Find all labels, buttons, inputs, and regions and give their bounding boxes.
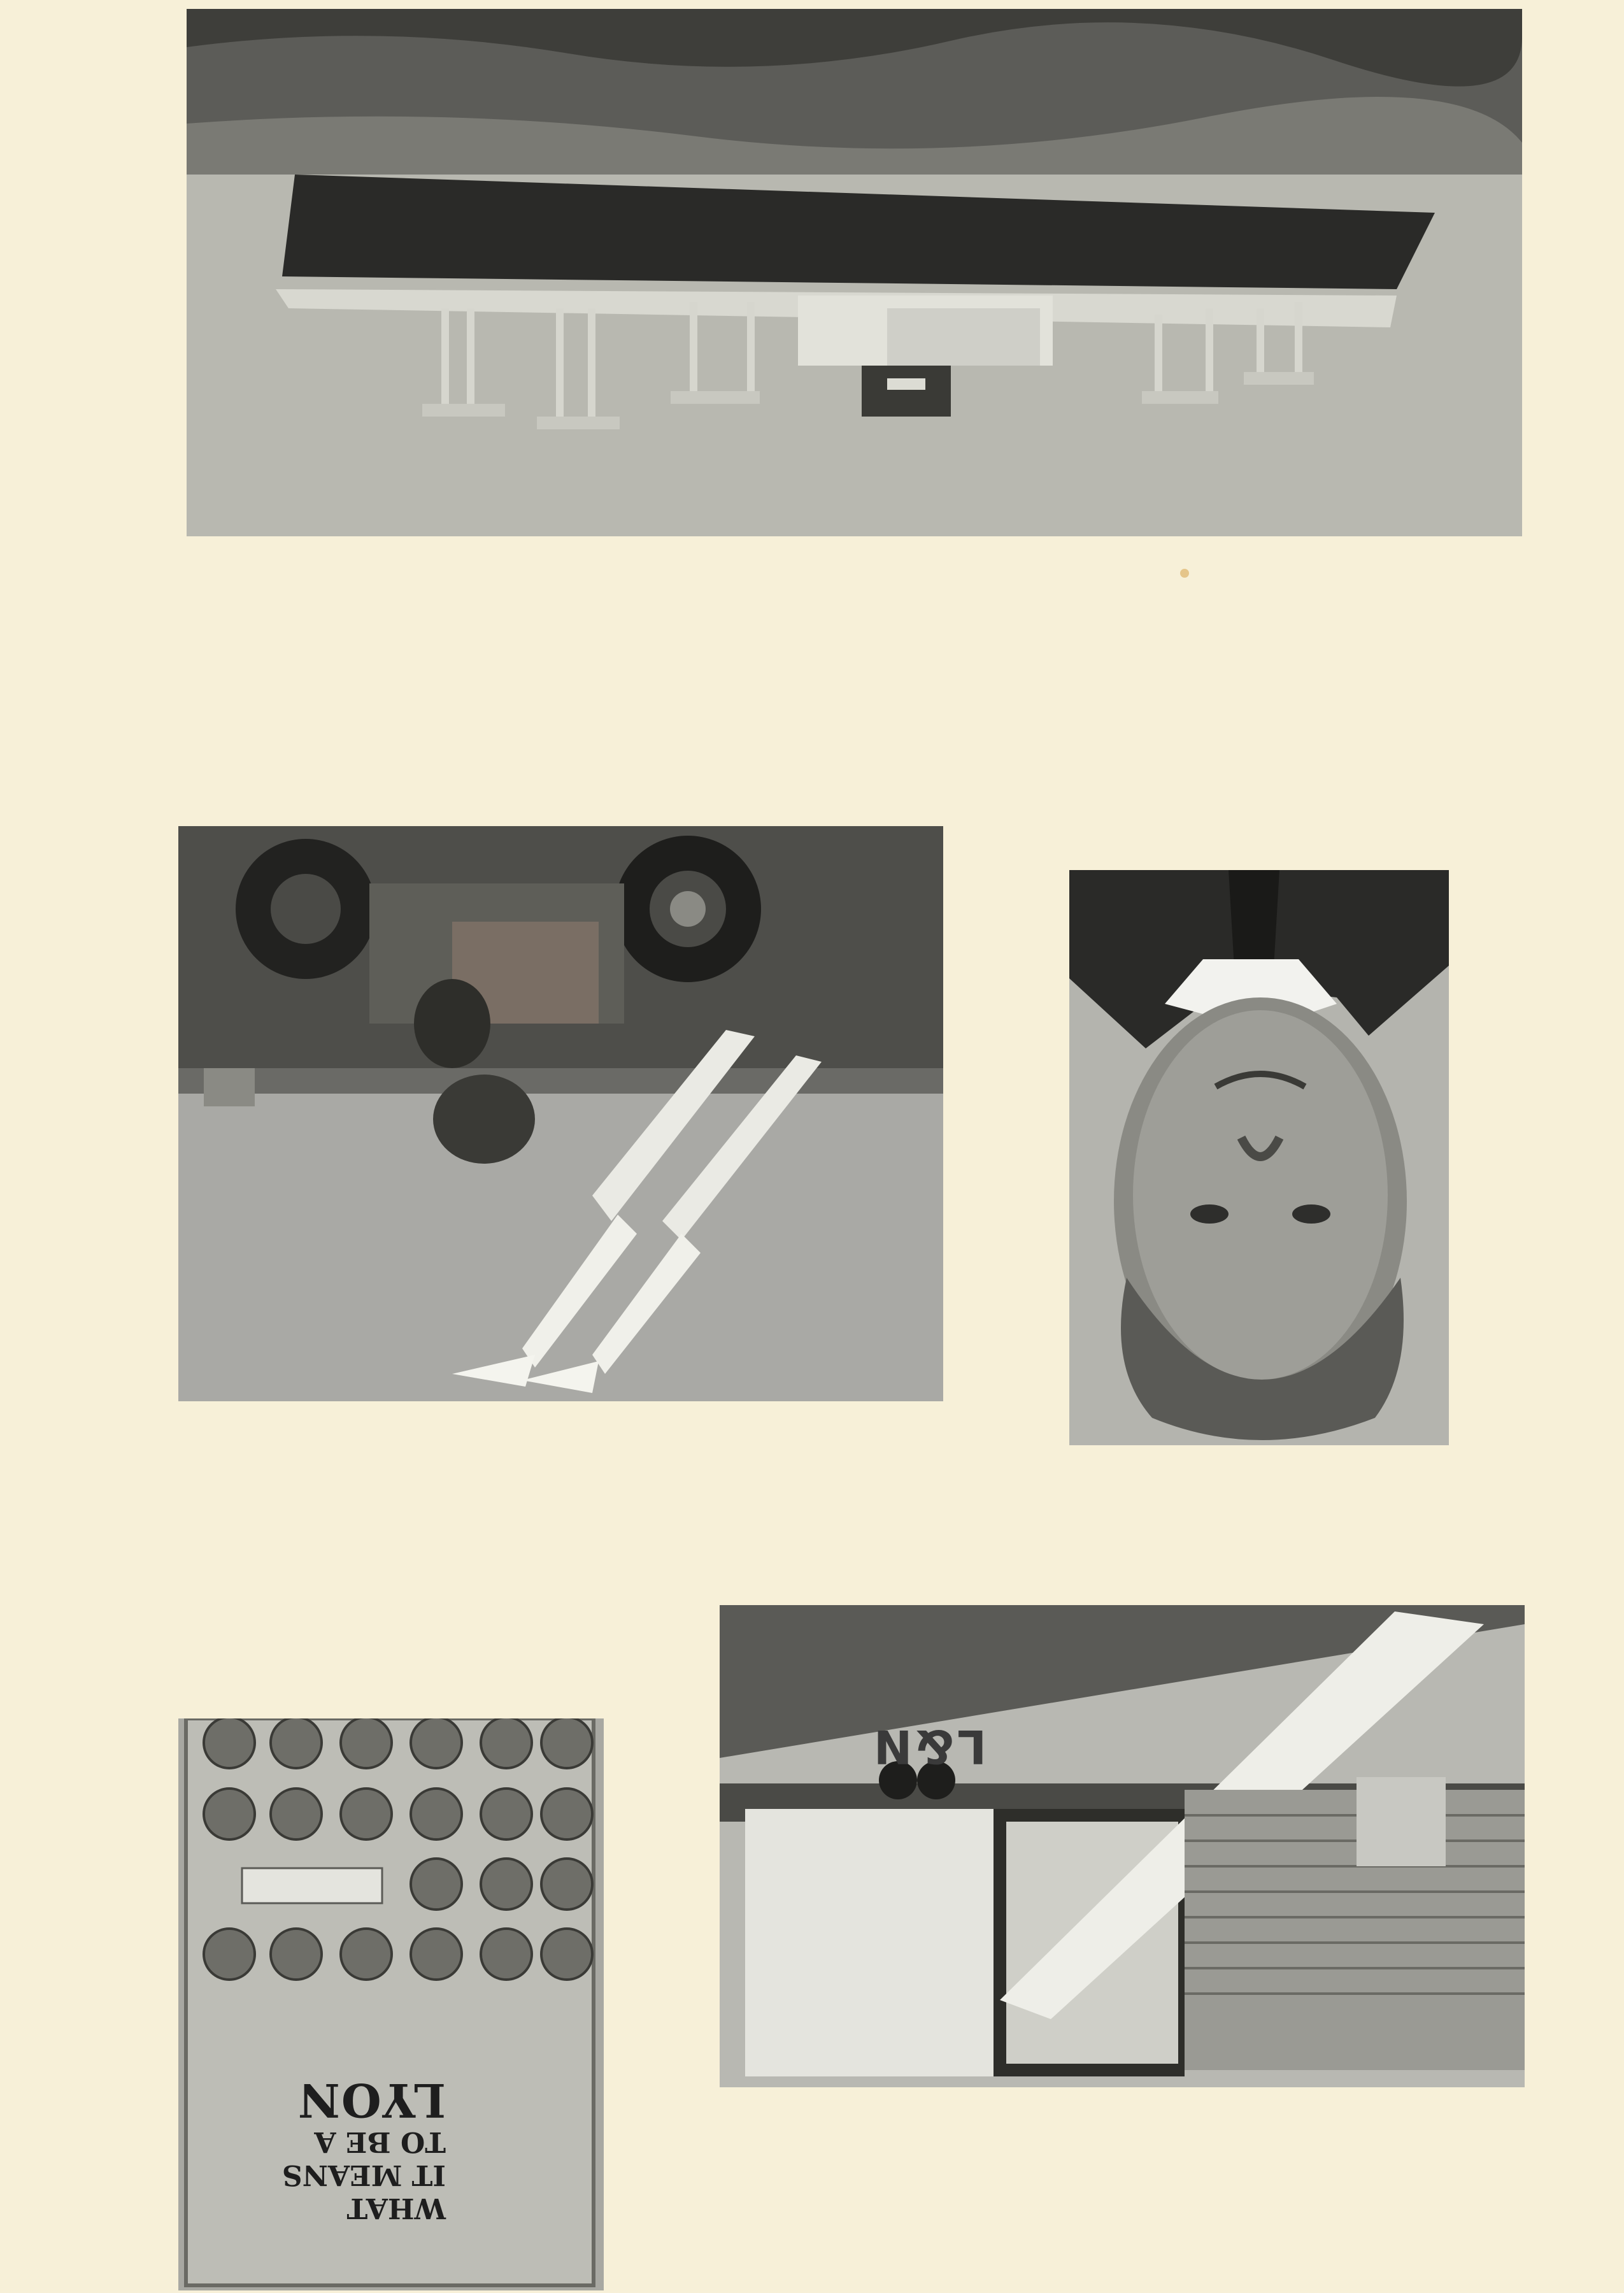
missile-jeep-photo [178, 826, 943, 1401]
booklet-title [229, 2075, 446, 2224]
booklet-title-line3: TO BE A [314, 2125, 446, 2158]
stain-mark [1180, 569, 1189, 578]
portrait-photo [1069, 870, 1449, 1445]
booklet-title-line2: IT MEANS [281, 2159, 446, 2191]
booklet-title-line4: LYON [297, 2073, 446, 2127]
booklet-title-line1: WHAT [346, 2192, 446, 2224]
trailer-label: L&N [871, 1720, 987, 1773]
booklet-cover-photo [178, 1718, 604, 2290]
truck-trailer-photo [720, 1605, 1525, 2087]
ship-photo [187, 9, 1522, 536]
